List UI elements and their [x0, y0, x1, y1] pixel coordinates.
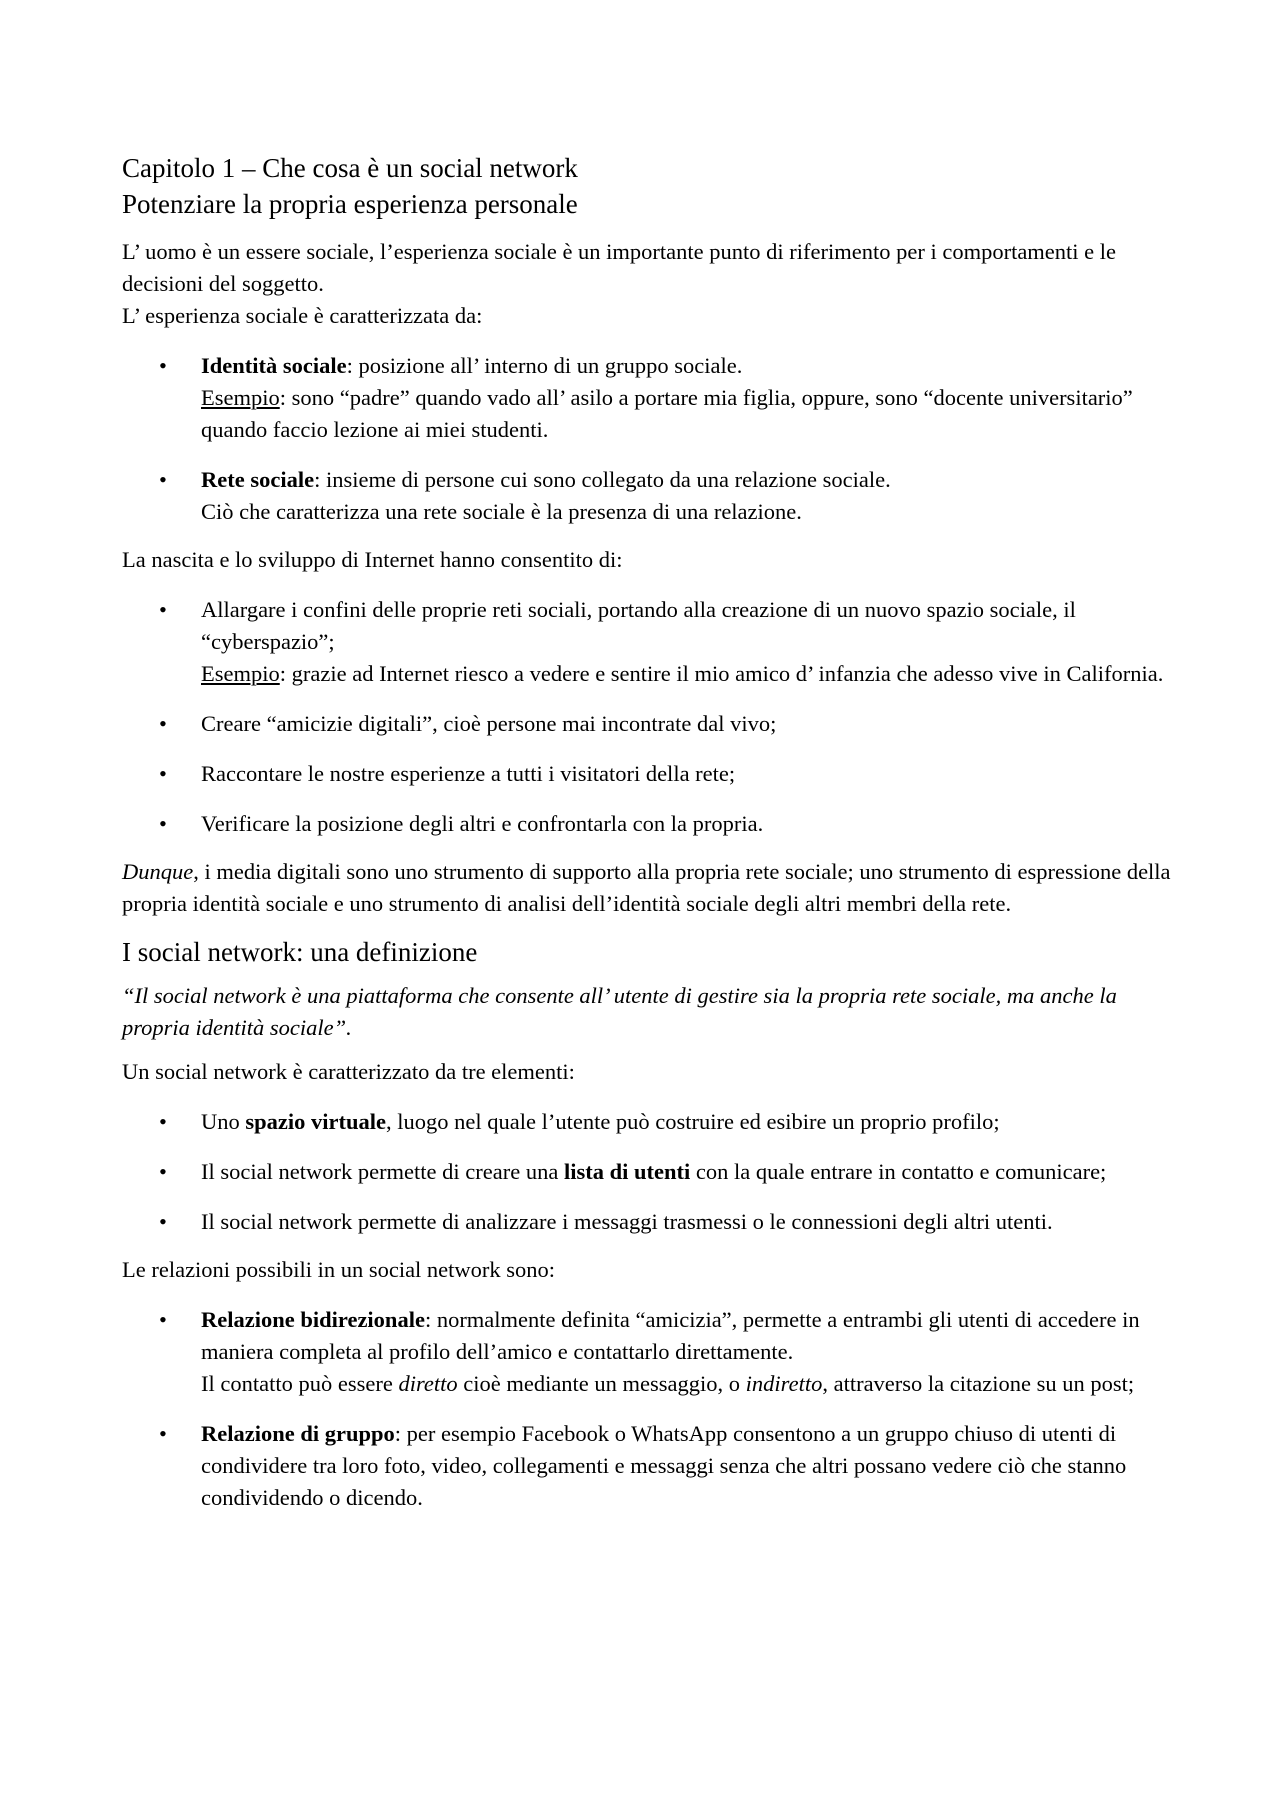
example-label: Esempio: [201, 385, 280, 410]
term: Relazione di gruppo: [201, 1421, 395, 1446]
elements-intro: Un social network è caratterizzato da tre elementi:: [122, 1059, 575, 1084]
chapter-title: Capitolo 1 – Che cosa è un social network: [122, 153, 578, 183]
bullet: •: [159, 597, 167, 622]
bullet: •: [159, 467, 167, 492]
conclusion-lead: Dunque: [122, 859, 194, 884]
definition: : normalmente definita “amicizia”, permette a entrambi gli utenti di accedere in maniera completa al profilo dell’amico e contattarlo direttamente.: [201, 1307, 1140, 1364]
definition: : insieme di persone cui sono collegato da una relazione sociale.: [314, 467, 891, 492]
bullet: •: [159, 761, 167, 786]
list-item: [122, 1106, 1180, 1138]
intro-paragraph-2: L’ esperienza sociale è caratterizzata da:: [122, 303, 483, 328]
term: Rete sociale: [201, 467, 315, 492]
list-item: [122, 708, 1180, 740]
item-text: Il social network permette di analizzare i messaggi trasmessi o le connessioni degli altri utenti.: [201, 1209, 1053, 1234]
elements-list: [122, 1106, 1180, 1238]
intro-paragraph: L’ uomo è un essere sociale, l’esperienza sociale è un importante punto di riferimento per i comportamenti e le decisioni del soggetto.: [122, 239, 1117, 296]
example-text: : sono “padre” quando vado all’ asilo a portare mia figlia, oppure, sono “docente universitario” quando faccio lezione ai miei studenti.: [201, 385, 1133, 442]
bullet: •: [159, 353, 167, 378]
list-item: [122, 808, 1180, 840]
bullet: •: [159, 1209, 167, 1234]
bullet: •: [159, 1109, 167, 1134]
contact-text-b: cioè mediante un messaggio, o: [457, 1371, 746, 1396]
relations-intro: Le relazioni possibili in un social network sono:: [122, 1257, 556, 1282]
item-text-pre: Uno: [201, 1109, 246, 1134]
contact-indirect: indiretto: [745, 1371, 823, 1396]
bullet: •: [159, 711, 167, 736]
bullet: •: [159, 1421, 167, 1446]
conclusion-paragraph: [122, 856, 1180, 920]
item-text: Allargare i confini delle proprie reti sociali, portando alla creazione di un nuovo spazio sociale, il “cyberspazio”;: [201, 597, 1076, 654]
item-bold: spazio virtuale: [245, 1109, 386, 1134]
list-item: [122, 1304, 1180, 1400]
term: Relazione bidirezionale: [201, 1307, 425, 1332]
definition: : per esempio Facebook o WhatsApp consentono a un gruppo chiuso di utenti di condividere tra loro foto, video, collegamenti e messaggi senza che altri possano vedere ciò che stanno condividendo o dicendo.: [201, 1421, 1127, 1510]
item-text: Creare “amicizie digitali”, cioè persone mai incontrate dal vivo;: [201, 711, 777, 736]
item-text-post: con la quale entrare in contatto e comunicare;: [690, 1159, 1107, 1184]
social-experience-list: [122, 350, 1180, 528]
conclusion-text: , i media digitali sono uno strumento di supporto alla propria rete sociale; uno strumento di espressione della propria identità sociale e uno strumento di analisi dell’identità sociale degli altri membri della rete.: [122, 859, 1171, 916]
item-text: Raccontare le nostre esperienze a tutti i visitatori della rete;: [201, 761, 736, 786]
definition-quote: [122, 980, 1180, 1044]
contact-direct: diretto: [398, 1371, 458, 1396]
contact-text-c: , attraverso la citazione su un post;: [822, 1371, 1135, 1396]
example-label: Esempio: [201, 661, 280, 686]
list-item: [122, 350, 1180, 446]
term: Identità sociale: [201, 353, 347, 378]
example-text: : grazie ad Internet riesco a vedere e sentire il mio amico d’ infanzia che adesso vive in California.: [279, 661, 1164, 686]
list-item: [122, 1418, 1180, 1514]
list-item: [122, 1206, 1180, 1238]
bullet: •: [159, 1159, 167, 1184]
item-text-post: , luogo nel quale l’utente può costruire ed esibire un proprio profilo;: [386, 1109, 1000, 1134]
quote-text: “Il social network è una piattaforma che consente all’ utente di gestire sia la propria rete sociale, ma anche la propria identità sociale”.: [122, 983, 1117, 1040]
item-bold: lista di utenti: [563, 1159, 691, 1184]
item-text: Verificare la posizione degli altri e confrontarla con la propria.: [201, 811, 764, 836]
internet-benefits-list: [122, 594, 1180, 840]
subsection-title: I social network: una definizione: [122, 937, 478, 967]
item-text-pre: Il social network permette di creare una: [201, 1159, 564, 1184]
definition-line-2: Ciò che caratterizza una rete sociale è la presenza di una relazione.: [201, 499, 802, 524]
list-item: [122, 464, 1180, 528]
relations-list: [122, 1304, 1180, 1514]
list-item: [122, 594, 1180, 690]
contact-text-a: Il contatto può essere: [201, 1371, 399, 1396]
bullet: •: [159, 1307, 167, 1332]
internet-intro: La nascita e lo sviluppo di Internet hanno consentito di:: [122, 547, 623, 572]
list-item: [122, 758, 1180, 790]
definition: : posizione all’ interno di un gruppo sociale.: [346, 353, 743, 378]
section-title: Potenziare la propria esperienza personale: [122, 189, 578, 219]
bullet: •: [159, 811, 167, 836]
list-item: [122, 1156, 1180, 1188]
